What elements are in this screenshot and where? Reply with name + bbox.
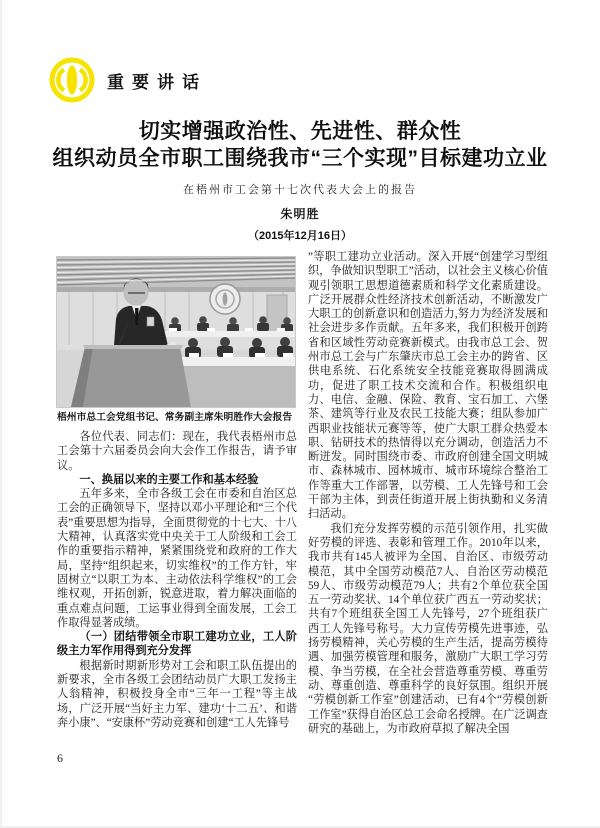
body-paragraph: ”等职工建功立业活动。深入开展“创建学习型组织，争做知识型职工”活动，以社会主义核心价值观引领职工思想道德素质和科学文化素质建设。广泛开展群众性经济技术创新活动，不断激发广大职工的创新意识和创造活力,努力为经济发展和社会进步多作贡献。五年多来，我们积极开创跨省和区域性劳动竞赛新模式。由我市总工会、贺州市总工会与广东肇庆市总工会主办的跨省、区供电系统、石化系统安全技能竞赛取得圆满成功，促进了职工技术交流和合作。积极组织电力、电信、金融、保险、教育、宝石加工、六堡茶、建筑等行业及农民工技能大赛；组队参加广西职业技能状元赛等等，使广大职工群众热爱本职、钻研技术的热情得以充分调动，创造活力不断迸发。同时围绕市委、市政府创建全国文明城市、森林城市、园林城市、城市环境综合整治工作等重大工作部署，以劳模、工人先锋号和工会干部为主体，到责任街道开展上街执勤和义务清扫活动。 [308,251,548,521]
article-title [0,118,600,172]
body-paragraph: 各位代表、同志们：现在，我代表梧州市总工会第十六届委员会向大会作工作报告，请予审议。 [57,431,297,472]
body-paragraph: 我们充分发挥劳模的示范引领作用，扎实做好劳模的评选、表彰和管理工作。2010年以来，我市共有145人被评为全国、自治区、市级劳动模范，其中全国劳动模范7人、自治区劳动模范59人、市级劳动模范79人；共有2个单位获全国五一劳动奖状、14个单位获广西五一劳动奖状；共有7个班组获全国工人先锋号，27个班组获广西工人先锋号称号。大力宣传劳模先进事迹，弘扬劳模精神，关心劳模的生产生活，提高劳模待遇、加强劳模管理和服务，激励广大职工学习劳模、争当劳模，在全社会营造尊重劳模、尊重劳动、尊重创造、尊重科学的良好氛围。组织开展“劳模创新工作室”创建活动，已有4个“劳模创新工作室”获得自治区总工会命名授牌。在广泛调查研究的基础上，为市政府草拟了解决全国 [308,522,548,735]
article-date: （2015年12月16日） [248,230,352,242]
wall-emblem-icon [210,284,240,314]
page-number: 6 [57,751,63,765]
article-author: 朱明胜 [280,207,320,221]
section-label: 重要讲话 [107,72,207,92]
article-body [57,250,548,736]
title-block [0,118,600,243]
body-paragraph: 五年多来，全市各级工会在市委和自治区总工会的正确领导下，坚持以邓小平理论和“三个代表”重要思想为指导，全面贯彻党的十七大、十八大精神，认真落实党中央关于工人阶级和工会工作的重要指示精神，紧紧围绕党和政府的工作大局，坚持“组织起来，切实维权”的工作方针，牢固树立“以职工为本、主动依法科学维权”的工会维权观，开拓创新，锐意进取，着力解决面临的重点难点问题，工运事业得到全面发展，工会工作取得显著成绩。 [57,488,297,629]
right-column [308,250,548,736]
conference-photo [57,257,295,407]
trade-union-logo-icon [46,56,98,104]
article-subtitle: 在梧州市工会第十七次代表大会上的报告 [183,184,417,196]
body-paragraph: 根据新时期新形势对工会和职工队伍提出的新要求，全市各级工会团结动员广大职工发扬主人翁精神，积极投身全市“三年一工程”等主战场，广泛开展“当好主力军、建功‘十二五’、和谐奔小康”、“安康杯”劳动竞赛和创建“工人先锋号 [57,659,297,729]
article-title-line1: 切实增强政治性、先进性、群众性 [138,120,462,143]
article-title-line2: 组织动员全市职工围绕我市“三个实现”目标建功立业 [52,147,548,170]
section-subheading-1: （一）团结带领全市职工建功立业，工人阶级主力军作用得到充分发挥 [57,631,297,658]
section-header [46,56,207,104]
photo-caption: 梧州市总工会党组书记、常务副主席朱明胜作大会报告 [57,412,293,423]
section-heading-1: 一、换届以来的主要工作和基本经验 [79,473,259,486]
conference-photo-image [57,257,295,407]
left-column [57,250,297,736]
